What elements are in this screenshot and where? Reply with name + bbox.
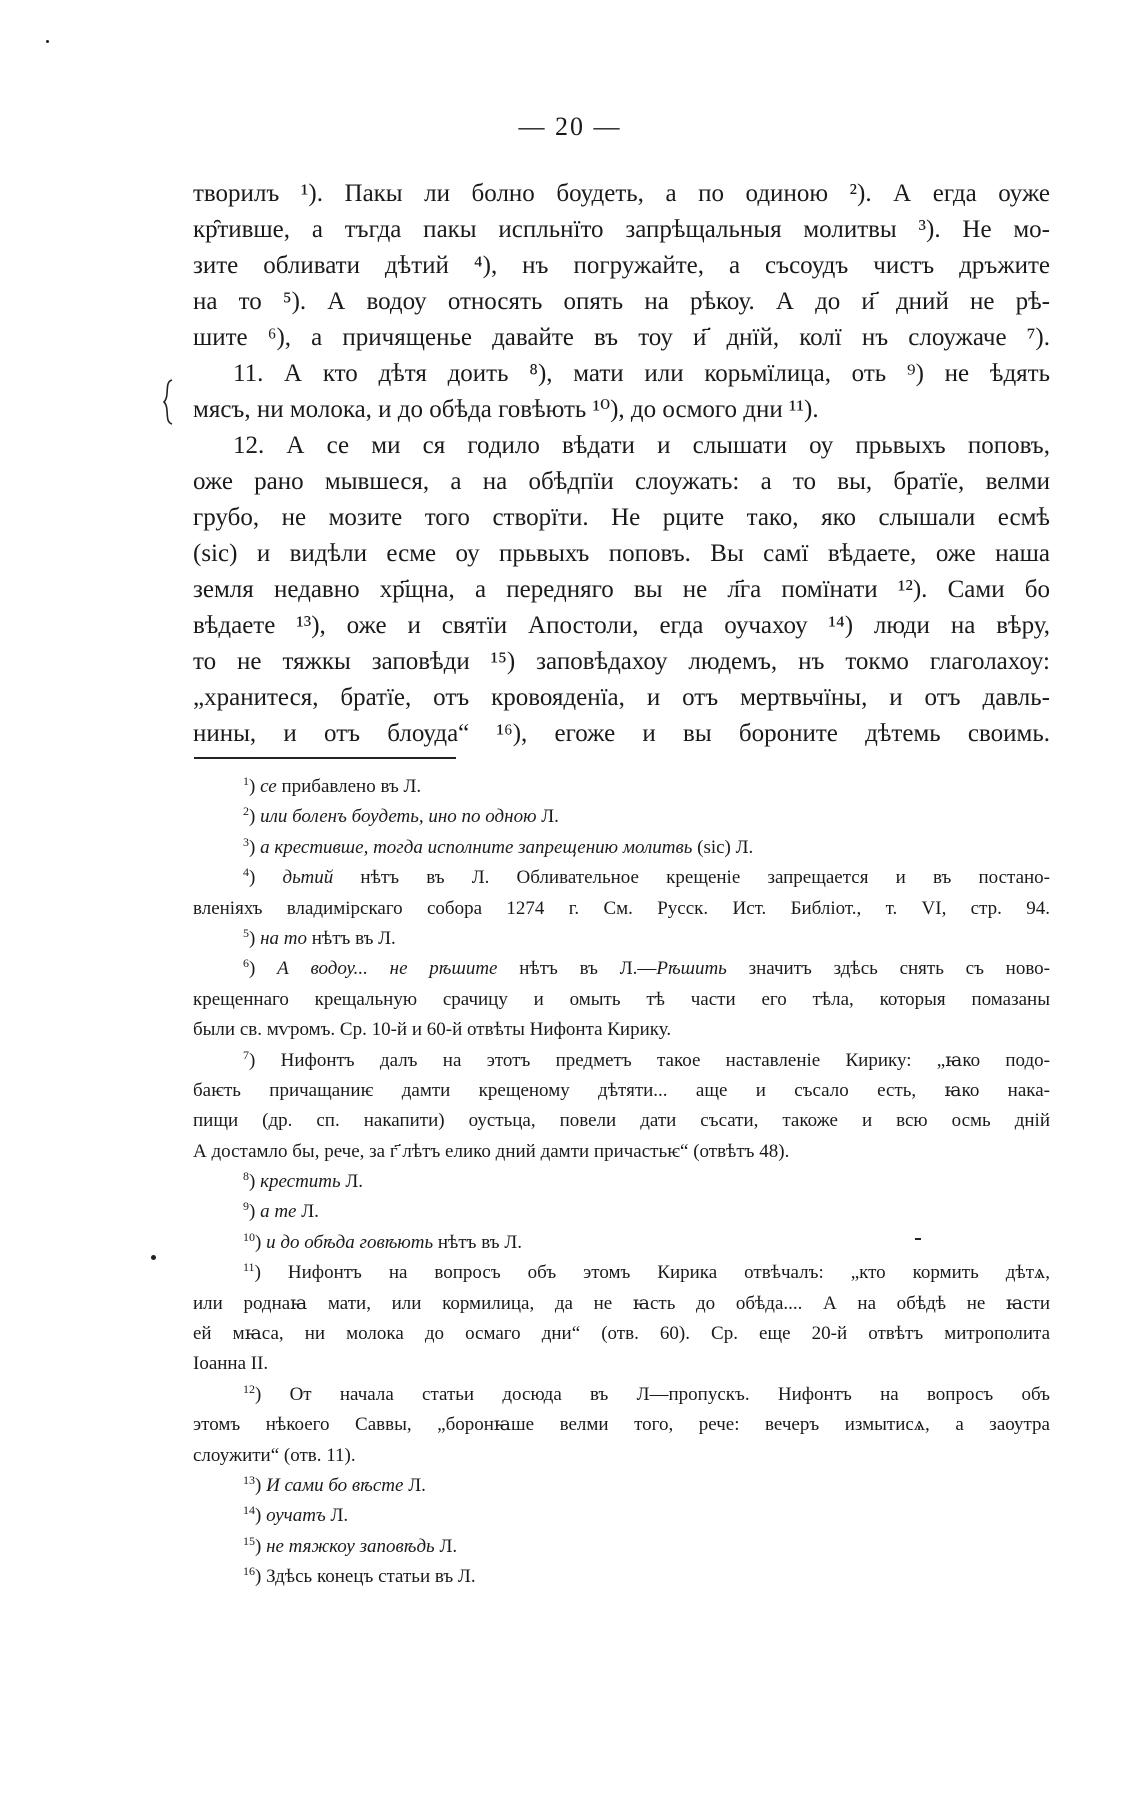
footnote-number: 4 [243,865,249,880]
footnote-text: вленiяхъ владимiрскаго собора 1274 г. См. Русск. Ист. Библiот., т. VI, стр. 94. [193,897,1050,919]
italic-citation: или боленъ боудеть, ино по одною [260,806,537,828]
footnote-text: Л. [434,1535,458,1557]
footnote-continuation [193,985,1050,1015]
footnote-number: 10 [243,1229,255,1244]
italic-citation: а те [260,1201,297,1223]
footnote-number: 16 [243,1564,255,1579]
footnote-text: ) [249,1201,261,1223]
footnote-divider [194,757,456,759]
text-line: земля недавно хр҃щна, а передняго вы не л҃га помїнати ¹²). Сами бо [193,576,1050,603]
text-line: 11. А кто дѣтя доить ⁸), мати или корьмїлица, оть ⁹) не ѣдять [233,360,1050,387]
footnote-text: (sic) Л. [692,836,754,858]
footnote-text: ) [255,1474,267,1496]
footnote-10 [193,1228,1050,1258]
footnote-11 [193,1258,1050,1288]
text-line: грубо, не мозите того створїти. Не рците тако, яко слышали есмѣ [193,504,1050,531]
footnote-text: нѣтъ въ Л.— [497,958,657,980]
footnote-9 [193,1197,1050,1227]
footnote-text: ) [249,867,283,889]
footnote-text: ) [255,1231,267,1253]
footnote-text: ) [249,927,261,949]
footnote-number: 14 [243,1503,255,1518]
italic-citation: А водоу... не рѣшите [277,958,498,980]
italic-citation: а крестивше, тогда исполните запрещению молитвь [260,836,693,858]
footnote-13 [193,1471,1050,1501]
footnote-number: 7 [243,1047,249,1062]
footnote-16 [193,1562,1050,1592]
italic-citation: И сами бо вѣсте [266,1474,404,1496]
text-line: кр̑тивше, а тъгда пакы испльнїто запрѣщальныя молитвы ³). Не мо- [193,216,1050,243]
footnote-continuation [193,1289,1050,1319]
footnote-text: ) От начала статьи досюда въ Л—пропускъ. Нифонтъ на вопросъ объ [255,1383,1050,1405]
footnote-number: 12 [243,1381,255,1396]
text-line: зите обливати дѣтий ⁴), нъ погружайте, а съсоудъ чистъ дръжите [193,252,1050,279]
scan-speck [46,40,49,43]
italic-citation: оучатъ [266,1505,326,1527]
footnote-text: Л. [296,1201,319,1223]
footnote-4 [193,863,1050,893]
text-line: нины, и отъ блоуда“ ¹⁶), егоже и вы бороните дѣтемь своимь. [193,720,1050,747]
footnote-text: или роднаꙗ мати, или кормилица, да не ꙗсть до обѣда.... А на обѣдѣ не ꙗсти [193,1292,1050,1314]
footnote-text: Л. [325,1505,349,1527]
footnote-continuation [193,1410,1050,1440]
footnote-15 [193,1532,1050,1562]
footnote-text: А достамло бы, рече, за г҃ лѣтъ елико дний дамти причастьѥ“ (отвѣтъ 48). [193,1140,790,1162]
footnote-text: значитъ здѣсь снять съ ново- [726,958,1050,980]
footnote-continuation [193,1106,1050,1136]
text-line: на то ⁵). А водоу относять опять на рѣкоу. А до и҃ дний не рѣ- [193,288,1050,315]
footnote-text: ) [249,776,261,797]
footnote-text: ) [249,958,278,980]
footnote-continuation [193,1015,1050,1045]
footnote-text: ) Нифонтъ далъ на этотъ предметъ такое наставленiе Кирику: „ꙗко подо- [249,1049,1050,1071]
italic-citation: Рѣшить [656,958,727,980]
footnote-text: ) [255,1535,267,1557]
footnote-text: нѣтъ въ Л. Обливательное крещенiе запрещается и въ постано- [333,867,1050,889]
text-line: вѣдаете ¹³), оже и святїи Апостоли, егда оучахоу ¹⁴) люди на вѣру, [193,612,1050,639]
footnote-7 [193,1046,1050,1076]
footnote-text: Л. [403,1474,426,1496]
footnote-text: ) [249,836,261,858]
footnote-text: слоужити“ (отв. 11). [193,1444,356,1466]
footnote-text: прибавлено въ Л. [276,776,422,797]
scan-speck [915,1238,921,1240]
footnote-text: ) [249,806,261,828]
footnote-text: были св. мѵромъ. Ср. 10-й и 60-й отвѣты Нифонта Кирику. [193,1019,672,1041]
text-line: 12. А се ми ся годило вѣдати и слышати оу прьвыхъ поповъ, [233,432,1050,459]
footnote-number: 6 [243,956,249,971]
footnote-1 [193,772,1050,802]
footnotes [193,772,1050,1593]
footnote-number: 1 [243,774,249,788]
footnote-continuation [193,894,1050,924]
italic-citation: се [260,776,277,797]
italic-citation: не тяжкоу заповѣдь [266,1535,435,1557]
footnote-number: 15 [243,1533,255,1548]
text-line: то не тяжкы заповѣди ¹⁵) заповѣдахоу людемъ, нъ токмо глаголахоу: [193,648,1050,675]
footnote-12 [193,1380,1050,1410]
footnote-5 [193,924,1050,954]
footnote-continuation [193,1137,1050,1167]
scan-speck [151,1255,156,1260]
text-line: (sic) и видѣли есме оу прьвыхъ поповъ. Вы самї вѣдаете, оже наша [193,540,1050,567]
italic-citation: и до обѣда говѣють [266,1231,434,1253]
footnote-number: 11 [243,1260,255,1275]
footnote-text: крещеннаго крещальную срачицу и омыть тѣ части его тѣла, которыя помазаны [193,988,1050,1010]
main-text [193,176,1050,752]
footnote-text: ) [255,1505,267,1527]
footnote-text: Л. [536,806,559,828]
text-line: оже рано мывшеся, а на обѣдпїи слоужать: а то вы, братїе, велми [193,468,1050,495]
footnote-8 [193,1167,1050,1197]
footnote-number: 2 [243,804,249,819]
footnote-number: 8 [243,1169,249,1184]
footnote-text: нѣтъ въ Л. [306,927,396,949]
footnote-text: пищи (др. сп. накапити) оустьца, повели дати съсати, такоже и всю осмь днiй [193,1110,1050,1132]
footnote-2 [193,802,1050,832]
footnote-continuation [193,1319,1050,1349]
footnote-continuation [193,1349,1050,1379]
italic-citation: крестить [260,1171,341,1193]
footnote-text: ей мꙗса, ни молока до осмаго дни“ (отв. 60). Ср. еще 20-й отвѣтъ митрополита [193,1323,1050,1345]
footnote-number: 9 [243,1199,249,1214]
text-line: „хранитеся, братїе, отъ кровояденїа, и отъ мертвьчїны, и отъ давль- [193,684,1050,711]
footnote-text: Iоанна II. [193,1353,269,1375]
margin-brace-mark [160,378,176,426]
footnote-3 [193,833,1050,863]
footnote-number: 3 [243,834,249,849]
footnote-text: нѣтъ въ Л. [433,1231,522,1253]
footnote-continuation [193,1076,1050,1106]
text-line: шите ⁶), а причященье давайте въ тоу и҃ днїй, колї нъ слоужаче ⁷). [193,324,1050,351]
footnote-text: ) [249,1171,261,1193]
footnote-text: баѥть причащаниѥ дамти крещеному дѣтяти... аще и съсало есть, ꙗко нака- [193,1079,1050,1101]
footnote-text: этомъ нѣкоего Саввы, „боронꙗше велми того, рече: вечеръ измытисѧ, а заоутра [193,1414,1050,1436]
footnote-text: ) Здѣсь конецъ статьи въ Л. [255,1566,476,1588]
footnote-number: 13 [243,1472,255,1487]
footnote-14 [193,1501,1050,1531]
italic-citation: дьтий [282,867,334,889]
footnote-number: 5 [243,925,249,940]
text-line: творилъ ¹). Пакы ли болно боудеть, а по одиною ²). А егда оуже [193,180,1050,207]
page-number: — 20 — [518,112,622,141]
footnote-6 [193,954,1050,984]
footnote-text: Л. [340,1171,364,1193]
italic-citation: на то [260,927,307,949]
footnote-text: ) Нифонтъ на вопросъ объ этомъ Кирика отвѣчалъ: „кто кормить дѣтѧ, [254,1262,1050,1284]
text-line: мясъ, ни молока, и до обѣда говѣють ¹⁰), до осмого дни ¹¹). [193,396,819,423]
footnote-continuation [193,1441,1050,1471]
